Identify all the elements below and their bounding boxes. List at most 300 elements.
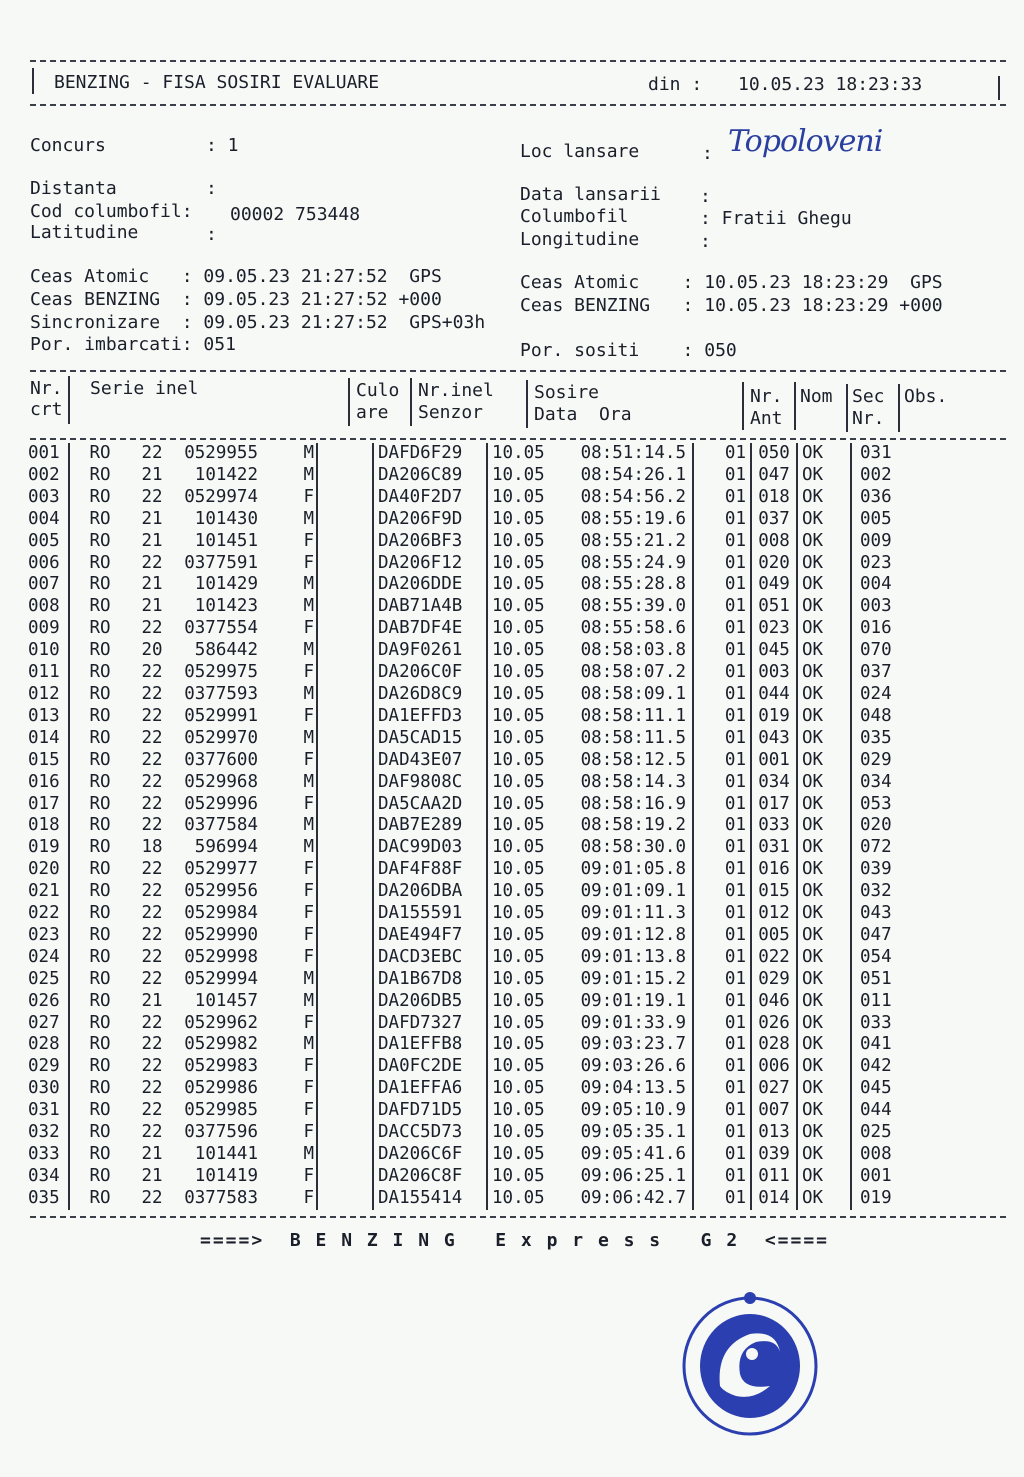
ring-year: 22	[141, 1100, 163, 1121]
sensor-ring-id: DA206C89	[373, 465, 487, 487]
sensor-ring-id: DAC99D03	[373, 837, 487, 859]
obs-number: 032	[851, 881, 920, 903]
col-culoare-2: are	[356, 402, 389, 423]
col-serie-inel: Serie inel	[90, 378, 199, 399]
ring-number: 586442	[194, 640, 258, 661]
col-divider	[846, 384, 848, 432]
ring-year: 22	[141, 749, 163, 770]
header-left-bar	[32, 68, 34, 94]
obs-number: 039	[851, 859, 920, 881]
country-code: RO	[69, 881, 130, 903]
country-code: RO	[69, 487, 130, 509]
row-number: 004	[28, 508, 60, 529]
sensor-ring-id: DAD43E07	[373, 750, 487, 772]
sec-status: OK	[797, 640, 851, 662]
data-lansarii-label: Data lansarii	[520, 184, 661, 205]
arrival-time: 08:55:58.6	[580, 618, 686, 639]
nom-number: 027	[751, 1078, 797, 1100]
date-label: din :	[648, 74, 703, 95]
country-code: RO	[69, 728, 130, 750]
sec-status: OK	[797, 815, 851, 837]
antenna-number: 01	[693, 903, 751, 925]
table-row	[28, 728, 920, 750]
ring-year: 22	[141, 662, 163, 683]
distanta-label: Distanta	[30, 178, 117, 199]
color	[317, 1122, 373, 1144]
sex: F	[303, 552, 314, 573]
antenna-number: 01	[693, 1056, 751, 1078]
nom-number: 046	[751, 991, 797, 1013]
nom-number: 006	[751, 1056, 797, 1078]
nom-number: 011	[751, 1166, 797, 1188]
arrival-time: 08:55:28.8	[580, 574, 686, 595]
nom-number: 050	[751, 443, 797, 465]
color	[317, 531, 373, 553]
ring-number: 596994	[194, 837, 258, 858]
ring-number: 101430	[194, 508, 258, 529]
sensor-ring-id: DA1B67D8	[373, 969, 487, 991]
sex: F	[303, 793, 314, 814]
obs-number: 011	[851, 991, 920, 1013]
obs-number: 034	[851, 772, 920, 794]
sec-status: OK	[797, 969, 851, 991]
sex: M	[303, 968, 314, 989]
sex: F	[303, 1056, 314, 1077]
antenna-number: 01	[693, 1122, 751, 1144]
arrival-time: 08:55:24.9	[580, 552, 686, 573]
row-number: 005	[28, 530, 60, 551]
row-number: 026	[28, 990, 60, 1011]
row-number: 034	[28, 1165, 60, 1186]
antenna-number: 01	[693, 859, 751, 881]
arrival-time: 08:51:14.5	[580, 443, 686, 463]
row-number: 010	[28, 640, 60, 661]
arrival-date: 10.05	[487, 772, 558, 794]
antenna-number: 01	[693, 684, 751, 706]
row-number: 032	[28, 1122, 60, 1143]
ring-year: 22	[141, 1012, 163, 1033]
sensor-ring-id: DA9F0261	[373, 640, 487, 662]
col-sec-1: Sec	[852, 386, 885, 407]
nom-number: 049	[751, 574, 797, 596]
cod-columbofil-value: 00002 753448	[230, 204, 361, 225]
sex: M	[303, 1034, 314, 1055]
row-number: 022	[28, 903, 60, 924]
ring-number: 0529968	[184, 771, 258, 792]
sensor-ring-id: DA5CAD15	[373, 728, 487, 750]
obs-number: 004	[851, 574, 920, 596]
row-number: 011	[28, 662, 60, 683]
nom-number: 039	[751, 1144, 797, 1166]
arrival-date: 10.05	[487, 487, 558, 509]
country-code: RO	[69, 618, 130, 640]
nom-number: 043	[751, 728, 797, 750]
ring-number: 0529985	[184, 1100, 258, 1121]
country-code: RO	[69, 553, 130, 575]
antenna-number: 01	[693, 640, 751, 662]
nom-number: 013	[751, 1122, 797, 1144]
antenna-number: 01	[693, 1100, 751, 1122]
sex: F	[303, 881, 314, 902]
sensor-ring-id: DA1EFFB8	[373, 1034, 487, 1056]
antenna-number: 01	[693, 1078, 751, 1100]
antenna-number: 01	[693, 662, 751, 684]
nom-number: 022	[751, 947, 797, 969]
col-divider	[68, 376, 70, 424]
sec-status: OK	[797, 465, 851, 487]
arrival-time: 09:04:13.5	[580, 1078, 686, 1099]
sex: F	[303, 946, 314, 967]
row-number: 021	[28, 881, 60, 902]
table-row	[28, 1144, 920, 1166]
table-row	[28, 1188, 920, 1210]
country-code: RO	[69, 815, 130, 837]
obs-number: 019	[851, 1188, 920, 1210]
nom-number: 028	[751, 1034, 797, 1056]
ring-year: 22	[141, 1056, 163, 1077]
ring-year: 22	[141, 968, 163, 989]
nom-number: 047	[751, 465, 797, 487]
table-row	[28, 881, 920, 903]
country-code: RO	[69, 991, 130, 1013]
ring-number: 0377596	[184, 1122, 258, 1143]
ring-year: 22	[141, 946, 163, 967]
arrival-time: 08:54:26.1	[580, 464, 686, 485]
col-nr-ant-1: Nr.	[750, 386, 783, 407]
ring-year: 22	[141, 1078, 163, 1099]
obs-number: 042	[851, 1056, 920, 1078]
row-number: 020	[28, 859, 60, 880]
ring-number: 0529955	[184, 443, 258, 463]
obs-number: 044	[851, 1100, 920, 1122]
arrival-time: 09:01:15.2	[580, 968, 686, 989]
sex: F	[303, 530, 314, 551]
arrival-date: 10.05	[487, 859, 558, 881]
col-nom: Nom	[800, 386, 833, 407]
color	[317, 881, 373, 903]
concurs-label: Concurs	[30, 135, 106, 156]
ring-year: 22	[141, 1122, 163, 1143]
nom-number: 026	[751, 1013, 797, 1035]
sensor-ring-id: DA155414	[373, 1188, 487, 1210]
row-number: 035	[28, 1187, 60, 1208]
arrival-date: 10.05	[487, 947, 558, 969]
sex: F	[303, 662, 314, 683]
ring-number: 101451	[194, 530, 258, 551]
col-culoare-1: Culo	[356, 380, 400, 401]
sex: M	[303, 596, 314, 617]
header-rule	[30, 104, 1006, 106]
obs-number: 001	[851, 1166, 920, 1188]
arrival-date: 10.05	[487, 903, 558, 925]
left-ceas-atomic: Ceas Atomic : 09.05.23 21:27:52 GPS	[30, 266, 442, 287]
sec-status: OK	[797, 1144, 851, 1166]
nom-number: 018	[751, 487, 797, 509]
arrival-date: 10.05	[487, 553, 558, 575]
color	[317, 553, 373, 575]
color	[317, 443, 373, 465]
antenna-number: 01	[693, 553, 751, 575]
country-code: RO	[69, 1166, 130, 1188]
ring-year: 22	[141, 683, 163, 704]
ring-year: 20	[141, 640, 163, 661]
sec-status: OK	[797, 553, 851, 575]
ring-number: 101423	[194, 596, 258, 617]
row-number: 007	[28, 574, 60, 595]
antenna-number: 01	[693, 487, 751, 509]
table-row	[28, 991, 920, 1013]
print-datetime: 10.05.23 18:23:33	[738, 74, 923, 95]
nom-number: 023	[751, 618, 797, 640]
row-number: 017	[28, 793, 60, 814]
sex: M	[303, 1144, 314, 1164]
sec-status: OK	[797, 443, 851, 465]
sec-status: OK	[797, 684, 851, 706]
color	[317, 509, 373, 531]
sensor-ring-id: DA155591	[373, 903, 487, 925]
ring-year: 21	[141, 596, 163, 617]
color	[317, 1034, 373, 1056]
country-code: RO	[69, 772, 130, 794]
arrival-time: 09:01:13.8	[580, 946, 686, 967]
row-number: 033	[28, 1144, 60, 1164]
sensor-ring-id: DA206C6F	[373, 1144, 487, 1166]
table-row	[28, 684, 920, 706]
country-code: RO	[69, 596, 130, 618]
obs-number: 033	[851, 1013, 920, 1035]
col-obs: Obs.	[904, 386, 948, 407]
header-right-bar	[998, 76, 1000, 100]
arrival-date: 10.05	[487, 509, 558, 531]
ring-year: 22	[141, 552, 163, 573]
ring-year: 21	[141, 530, 163, 551]
table-row	[28, 1100, 920, 1122]
antenna-number: 01	[693, 1188, 751, 1210]
ring-number: 0377554	[184, 618, 258, 639]
arrival-date: 10.05	[487, 1166, 558, 1188]
federation-stamp-icon	[680, 1290, 820, 1440]
col-nr-ant-2: Ant	[750, 408, 783, 429]
country-code: RO	[69, 1188, 130, 1210]
sensor-ring-id: DA206C8F	[373, 1166, 487, 1188]
sex: F	[303, 1187, 314, 1208]
col-sosire: Sosire	[534, 382, 600, 403]
country-code: RO	[69, 706, 130, 728]
country-code: RO	[69, 531, 130, 553]
arrival-time: 08:55:39.0	[580, 596, 686, 617]
obs-number: 041	[851, 1034, 920, 1056]
sec-status: OK	[797, 1013, 851, 1035]
color	[317, 465, 373, 487]
ring-year: 22	[141, 881, 163, 902]
nom-number: 045	[751, 640, 797, 662]
sex: M	[303, 727, 314, 748]
sec-status: OK	[797, 706, 851, 728]
obs-number: 005	[851, 509, 920, 531]
ring-number: 0377591	[184, 552, 258, 573]
ring-number: 0529975	[184, 662, 258, 683]
ring-number: 101419	[194, 1165, 258, 1186]
table-row	[28, 662, 920, 684]
sec-status: OK	[797, 750, 851, 772]
ring-number: 101457	[194, 990, 258, 1011]
country-code: RO	[69, 509, 130, 531]
sec-status: OK	[797, 1078, 851, 1100]
arrival-date: 10.05	[487, 837, 558, 859]
obs-number: 020	[851, 815, 920, 837]
row-number: 019	[28, 837, 60, 858]
color	[317, 794, 373, 816]
col-divider	[794, 382, 796, 430]
arrival-time: 08:58:12.5	[580, 749, 686, 770]
row-number: 029	[28, 1056, 60, 1077]
table-row	[28, 837, 920, 859]
right-por-sositi: Por. sositi : 050	[520, 340, 737, 361]
table-row	[28, 618, 920, 640]
antenna-number: 01	[693, 815, 751, 837]
loc-lansare-handwritten: Topoloveni	[728, 124, 883, 159]
ring-year: 22	[141, 903, 163, 924]
color	[317, 837, 373, 859]
sec-status: OK	[797, 487, 851, 509]
sex: F	[303, 1078, 314, 1099]
ring-year: 21	[141, 508, 163, 529]
obs-number: 023	[851, 553, 920, 575]
country-code: RO	[69, 1013, 130, 1035]
obs-number: 035	[851, 728, 920, 750]
arrival-time: 09:05:41.6	[580, 1144, 686, 1164]
ring-number: 101441	[194, 1144, 258, 1164]
nom-number: 037	[751, 509, 797, 531]
col-nr: Nr.	[30, 378, 63, 399]
color	[317, 772, 373, 794]
obs-number: 024	[851, 684, 920, 706]
ring-year: 22	[141, 705, 163, 726]
ring-year: 18	[141, 837, 163, 858]
country-code: RO	[69, 947, 130, 969]
sec-status: OK	[797, 1056, 851, 1078]
color	[317, 596, 373, 618]
ring-year: 22	[141, 815, 163, 836]
arrival-date: 10.05	[487, 881, 558, 903]
antenna-number: 01	[693, 925, 751, 947]
nom-number: 007	[751, 1100, 797, 1122]
arrival-date: 10.05	[487, 662, 558, 684]
ring-number: 0377584	[184, 815, 258, 836]
arrival-time: 08:58:14.3	[580, 771, 686, 792]
obs-number: 036	[851, 487, 920, 509]
color	[317, 1166, 373, 1188]
arrival-date: 10.05	[487, 1034, 558, 1056]
arrival-date: 10.05	[487, 1013, 558, 1035]
row-number: 030	[28, 1078, 60, 1099]
sensor-ring-id: DA206F12	[373, 553, 487, 575]
sensor-ring-id: DA1EFFA6	[373, 1078, 487, 1100]
arrival-time: 09:06:25.1	[580, 1165, 686, 1186]
sensor-ring-id: DAFD6F29	[373, 443, 487, 465]
antenna-number: 01	[693, 969, 751, 991]
col-sec-2: Nr.	[852, 408, 885, 429]
sec-status: OK	[797, 1188, 851, 1210]
ring-number: 101429	[194, 574, 258, 595]
country-code: RO	[69, 925, 130, 947]
sec-status: OK	[797, 531, 851, 553]
color	[317, 1056, 373, 1078]
concurs-value: : 1	[206, 135, 239, 156]
color	[317, 859, 373, 881]
col-divider	[742, 382, 744, 430]
ring-number: 0529983	[184, 1056, 258, 1077]
ring-year: 21	[141, 574, 163, 595]
country-code: RO	[69, 859, 130, 881]
columbofil-label: Columbofil	[520, 206, 629, 227]
table-row	[28, 465, 920, 487]
arrival-date: 10.05	[487, 1188, 558, 1210]
ring-number: 0529986	[184, 1078, 258, 1099]
ring-number: 0529991	[184, 705, 258, 726]
arrival-date: 10.05	[487, 618, 558, 640]
sensor-ring-id: DA206C0F	[373, 662, 487, 684]
sensor-ring-id: DA206F9D	[373, 509, 487, 531]
ring-year: 22	[141, 793, 163, 814]
ring-year: 21	[141, 464, 163, 485]
ring-year: 22	[141, 486, 163, 507]
arrival-date: 10.05	[487, 596, 558, 618]
arrival-date: 10.05	[487, 465, 558, 487]
sec-status: OK	[797, 1122, 851, 1144]
arrival-time: 09:06:42.7	[580, 1187, 686, 1208]
arrival-time: 08:55:21.2	[580, 530, 686, 551]
left-por-imbarcati: Por. imbarcati: 051	[30, 334, 236, 355]
table-row	[28, 574, 920, 596]
longitudine-label: Longitudine	[520, 229, 640, 250]
latitudine-value: :	[206, 224, 217, 245]
sensor-ring-id: DACC5D73	[373, 1122, 487, 1144]
data-lansarii-value: :	[700, 186, 711, 207]
table-row	[28, 1122, 920, 1144]
obs-number: 037	[851, 662, 920, 684]
arrival-time: 09:01:09.1	[580, 881, 686, 902]
arrival-time: 08:58:11.1	[580, 705, 686, 726]
sex: M	[303, 837, 314, 858]
table-row	[28, 750, 920, 772]
info-rule	[30, 370, 1006, 372]
sensor-ring-id: DAF9808C	[373, 772, 487, 794]
row-number: 008	[28, 596, 60, 617]
nom-number: 044	[751, 684, 797, 706]
arrival-date: 10.05	[487, 815, 558, 837]
obs-number: 053	[851, 794, 920, 816]
antenna-number: 01	[693, 1166, 751, 1188]
obs-number: 043	[851, 903, 920, 925]
row-number: 015	[28, 749, 60, 770]
nom-number: 015	[751, 881, 797, 903]
table-row	[28, 794, 920, 816]
right-ceas-benzing: Ceas BENZING : 10.05.23 18:23:29 +000	[520, 295, 943, 316]
col-data-ora: Data Ora	[534, 404, 632, 425]
sec-status: OK	[797, 903, 851, 925]
country-code: RO	[69, 684, 130, 706]
color	[317, 728, 373, 750]
ring-number: 0529974	[184, 486, 258, 507]
sensor-ring-id: DACD3EBC	[373, 947, 487, 969]
arrival-date: 10.05	[487, 640, 558, 662]
distanta-value: :	[206, 178, 217, 199]
sex: M	[303, 574, 314, 595]
arrival-time: 09:01:33.9	[580, 1012, 686, 1033]
sec-status: OK	[797, 947, 851, 969]
arrival-time: 08:58:09.1	[580, 683, 686, 704]
